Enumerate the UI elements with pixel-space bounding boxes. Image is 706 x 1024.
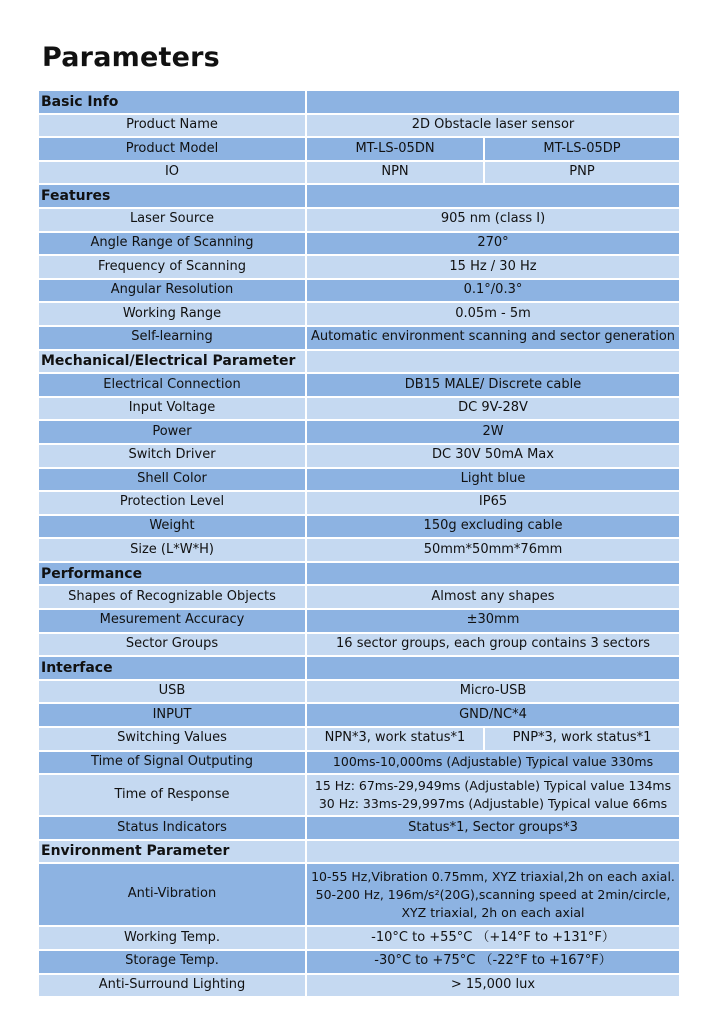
table-row bbox=[38, 680, 680, 704]
table-row bbox=[38, 114, 680, 138]
param-label: USB bbox=[38, 680, 306, 704]
vibration-line-1: 10-55 Hz,Vibration 0.75mm, XYZ triaxial,2h on each axial. bbox=[311, 868, 675, 884]
param-label: Angle Range of Scanning bbox=[38, 232, 306, 256]
param-label: Working Range bbox=[38, 302, 306, 326]
section-header-basic-info: Basic Info bbox=[38, 90, 306, 114]
response-line-2: 30 Hz: 33ms-29,997ms (Adjustable) Typical value 66ms bbox=[318, 796, 668, 812]
section-header-mechanical-electrical: Mechanical/Electrical Parameter bbox=[38, 350, 306, 374]
param-value: -30°C to +75°C （-22°F to +167°F） bbox=[306, 950, 680, 974]
param-label: Laser Source bbox=[38, 208, 306, 232]
param-value: 16 sector groups, each group contains 3 sectors bbox=[306, 633, 680, 657]
param-value: Light blue bbox=[306, 468, 680, 492]
table-row bbox=[38, 515, 680, 539]
section-row bbox=[38, 840, 680, 864]
table-row bbox=[38, 703, 680, 727]
param-value-npn: NPN bbox=[306, 161, 484, 185]
param-value: 905 nm (class I) bbox=[306, 208, 680, 232]
param-value: 0.05m - 5m bbox=[306, 302, 680, 326]
param-value-pnp: PNP bbox=[484, 161, 680, 185]
table-row bbox=[38, 727, 680, 751]
vibration-line-2: 50-200 Hz, 196m/s²(20G),scanning speed at 2min/circle, bbox=[315, 886, 671, 902]
section-row bbox=[38, 90, 680, 114]
param-value: 270° bbox=[306, 232, 680, 256]
param-value bbox=[306, 863, 680, 926]
param-value: Almost any shapes bbox=[306, 585, 680, 609]
param-value: Automatic environment scanning and sector generation bbox=[306, 326, 680, 350]
param-label: INPUT bbox=[38, 703, 306, 727]
param-label: Anti-Surround Lighting bbox=[38, 974, 306, 998]
section-header-environment: Environment Parameter bbox=[38, 840, 306, 864]
param-label: Storage Temp. bbox=[38, 950, 306, 974]
section-header-features: Features bbox=[38, 184, 306, 208]
table-row bbox=[38, 774, 680, 816]
table-row bbox=[38, 468, 680, 492]
param-value: GND/NC*4 bbox=[306, 703, 680, 727]
table-row bbox=[38, 326, 680, 350]
param-label: Angular Resolution bbox=[38, 279, 306, 303]
table-row bbox=[38, 491, 680, 515]
param-label: Sector Groups bbox=[38, 633, 306, 657]
param-label: Power bbox=[38, 420, 306, 444]
table-row bbox=[38, 161, 680, 185]
param-label: Switching Values bbox=[38, 727, 306, 751]
param-label: Product Name bbox=[38, 114, 306, 138]
param-label: Product Model bbox=[38, 137, 306, 161]
param-label: Switch Driver bbox=[38, 444, 306, 468]
param-value-pnp: MT-LS-05DP bbox=[484, 137, 680, 161]
param-label: Time of Response bbox=[38, 774, 306, 816]
table-row bbox=[38, 751, 680, 775]
param-label: Weight bbox=[38, 515, 306, 539]
page-title: Parameters bbox=[42, 42, 220, 73]
section-header-performance: Performance bbox=[38, 562, 306, 586]
param-label: Self-learning bbox=[38, 326, 306, 350]
table-row bbox=[38, 397, 680, 421]
param-label: Status Indicators bbox=[38, 816, 306, 840]
table-row bbox=[38, 863, 680, 926]
section-row bbox=[38, 562, 680, 586]
param-value-pnp: PNP*3, work status*1 bbox=[484, 727, 680, 751]
param-value: 100ms-10,000ms (Adjustable) Typical value 330ms bbox=[306, 751, 680, 775]
param-label: Anti-Vibration bbox=[38, 863, 306, 926]
param-label: IO bbox=[38, 161, 306, 185]
param-value: Micro-USB bbox=[306, 680, 680, 704]
table-row bbox=[38, 255, 680, 279]
table-row bbox=[38, 538, 680, 562]
param-label: Frequency of Scanning bbox=[38, 255, 306, 279]
param-value: 15 Hz / 30 Hz bbox=[306, 255, 680, 279]
table-row bbox=[38, 279, 680, 303]
table-row bbox=[38, 420, 680, 444]
param-label: Electrical Connection bbox=[38, 373, 306, 397]
param-value-npn: MT-LS-05DN bbox=[306, 137, 484, 161]
param-value-npn: NPN*3, work status*1 bbox=[306, 727, 484, 751]
param-label: Size (L*W*H) bbox=[38, 538, 306, 562]
section-header-interface: Interface bbox=[38, 656, 306, 680]
table-row bbox=[38, 373, 680, 397]
section-row bbox=[38, 350, 680, 374]
table-row bbox=[38, 926, 680, 950]
section-row bbox=[38, 184, 680, 208]
param-label: Working Temp. bbox=[38, 926, 306, 950]
param-value: DC 30V 50mA Max bbox=[306, 444, 680, 468]
param-value: DC 9V-28V bbox=[306, 397, 680, 421]
table-row bbox=[38, 974, 680, 998]
param-value: Status*1, Sector groups*3 bbox=[306, 816, 680, 840]
param-value bbox=[306, 774, 680, 816]
param-label: Input Voltage bbox=[38, 397, 306, 421]
table-row bbox=[38, 633, 680, 657]
table-row bbox=[38, 208, 680, 232]
section-row bbox=[38, 656, 680, 680]
param-label: Shapes of Recognizable Objects bbox=[38, 585, 306, 609]
param-value: 2W bbox=[306, 420, 680, 444]
param-value: -10°C to +55°C （+14°F to +131°F） bbox=[306, 926, 680, 950]
table-row bbox=[38, 950, 680, 974]
param-value: 150g excluding cable bbox=[306, 515, 680, 539]
param-label: Shell Color bbox=[38, 468, 306, 492]
param-value: 2D Obstacle laser sensor bbox=[306, 114, 680, 138]
table-row bbox=[38, 232, 680, 256]
table-row bbox=[38, 585, 680, 609]
parameters-table bbox=[37, 89, 681, 998]
param-label: Time of Signal Outputing bbox=[38, 751, 306, 775]
param-value: IP65 bbox=[306, 491, 680, 515]
table-row bbox=[38, 444, 680, 468]
param-label: Mesurement Accuracy bbox=[38, 609, 306, 633]
table-row bbox=[38, 816, 680, 840]
vibration-line-3: XYZ triaxial, 2h on each axial bbox=[401, 904, 585, 920]
param-value: 0.1°/0.3° bbox=[306, 279, 680, 303]
table-row bbox=[38, 609, 680, 633]
response-line-1: 15 Hz: 67ms-29,949ms (Adjustable) Typical value 134ms bbox=[314, 778, 672, 794]
param-value: 50mm*50mm*76mm bbox=[306, 538, 680, 562]
param-value: ±30mm bbox=[306, 609, 680, 633]
param-value: DB15 MALE/ Discrete cable bbox=[306, 373, 680, 397]
table-row bbox=[38, 137, 680, 161]
table-row bbox=[38, 302, 680, 326]
param-label: Protection Level bbox=[38, 491, 306, 515]
param-value: > 15,000 lux bbox=[306, 974, 680, 998]
